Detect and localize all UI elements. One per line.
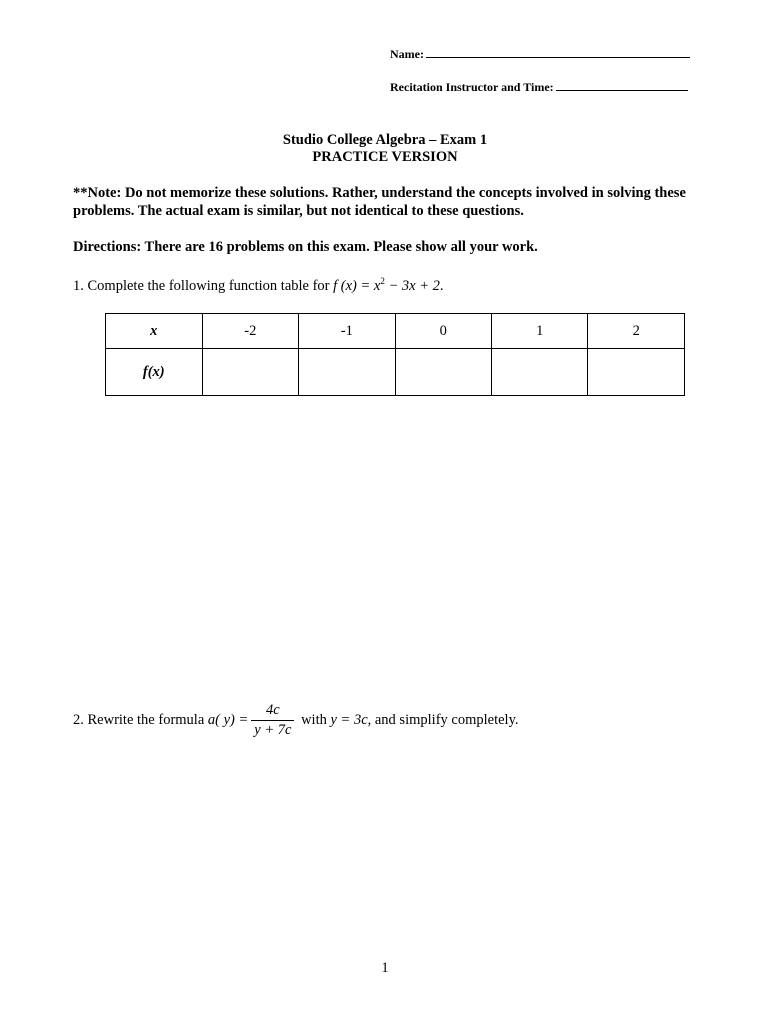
table-row-x [106,314,685,349]
page-number: 1 [381,960,389,976]
table-row-fx [106,349,685,396]
problem-2-lhs: a( y) = [207,711,249,728]
fraction-numerator: 4c [251,702,294,721]
problem-2-text: Rewrite the formula [87,711,205,728]
name-blank[interactable] [426,47,690,58]
problem-2-substitution: y = 3c [330,711,368,728]
x-value-cell: 2 [588,314,685,349]
fx-answer-cell[interactable] [299,349,396,396]
problem-1-number: 1. [73,278,84,294]
problem-2-fraction [251,702,294,739]
fx-header-cell: f(x) [106,349,203,396]
note-paragraph: **Note: Do not memorize these solutions. Rather, understand the concepts involved in solving these problems. The actual exam is similar, but not identical to these questions. [73,185,686,219]
recitation-blank[interactable] [556,80,688,91]
problem-1-period: . [439,278,444,294]
directions-paragraph: Directions: There are 16 problems on this exam. Please show all your work. [73,239,538,255]
name-line [390,47,690,62]
x-value-cell: -1 [299,314,396,349]
recitation-line [390,80,688,95]
exam-subtitle: PRACTICE VERSION [312,149,458,165]
recitation-label: Recitation Instructor and Time: [390,80,554,94]
x-value-cell: 1 [492,314,588,349]
name-label: Name: [390,47,424,61]
problem-2-number: 2. [73,711,84,728]
x-value-cell: 0 [395,314,491,349]
problem-1-text: Complete the following function table for [87,278,330,294]
fx-answer-cell[interactable] [492,349,588,396]
problem-2-with: with [301,711,327,728]
problem-1-formula: f $(x) = x^2 - 3x + 2$ [333,276,440,294]
function-table [105,313,685,396]
fx-answer-cell[interactable] [202,349,299,396]
problem-1 [73,276,444,295]
problem-2-tail: , and simplify completely. [367,711,519,728]
x-header-cell: x [106,314,203,349]
exam-title: Studio College Algebra – Exam 1 [282,132,488,148]
problem-2 [73,702,519,739]
x-value-cell: -2 [202,314,299,349]
fx-answer-cell[interactable] [588,349,685,396]
fx-answer-cell[interactable] [395,349,491,396]
fraction-denominator: y + 7c [254,722,292,738]
